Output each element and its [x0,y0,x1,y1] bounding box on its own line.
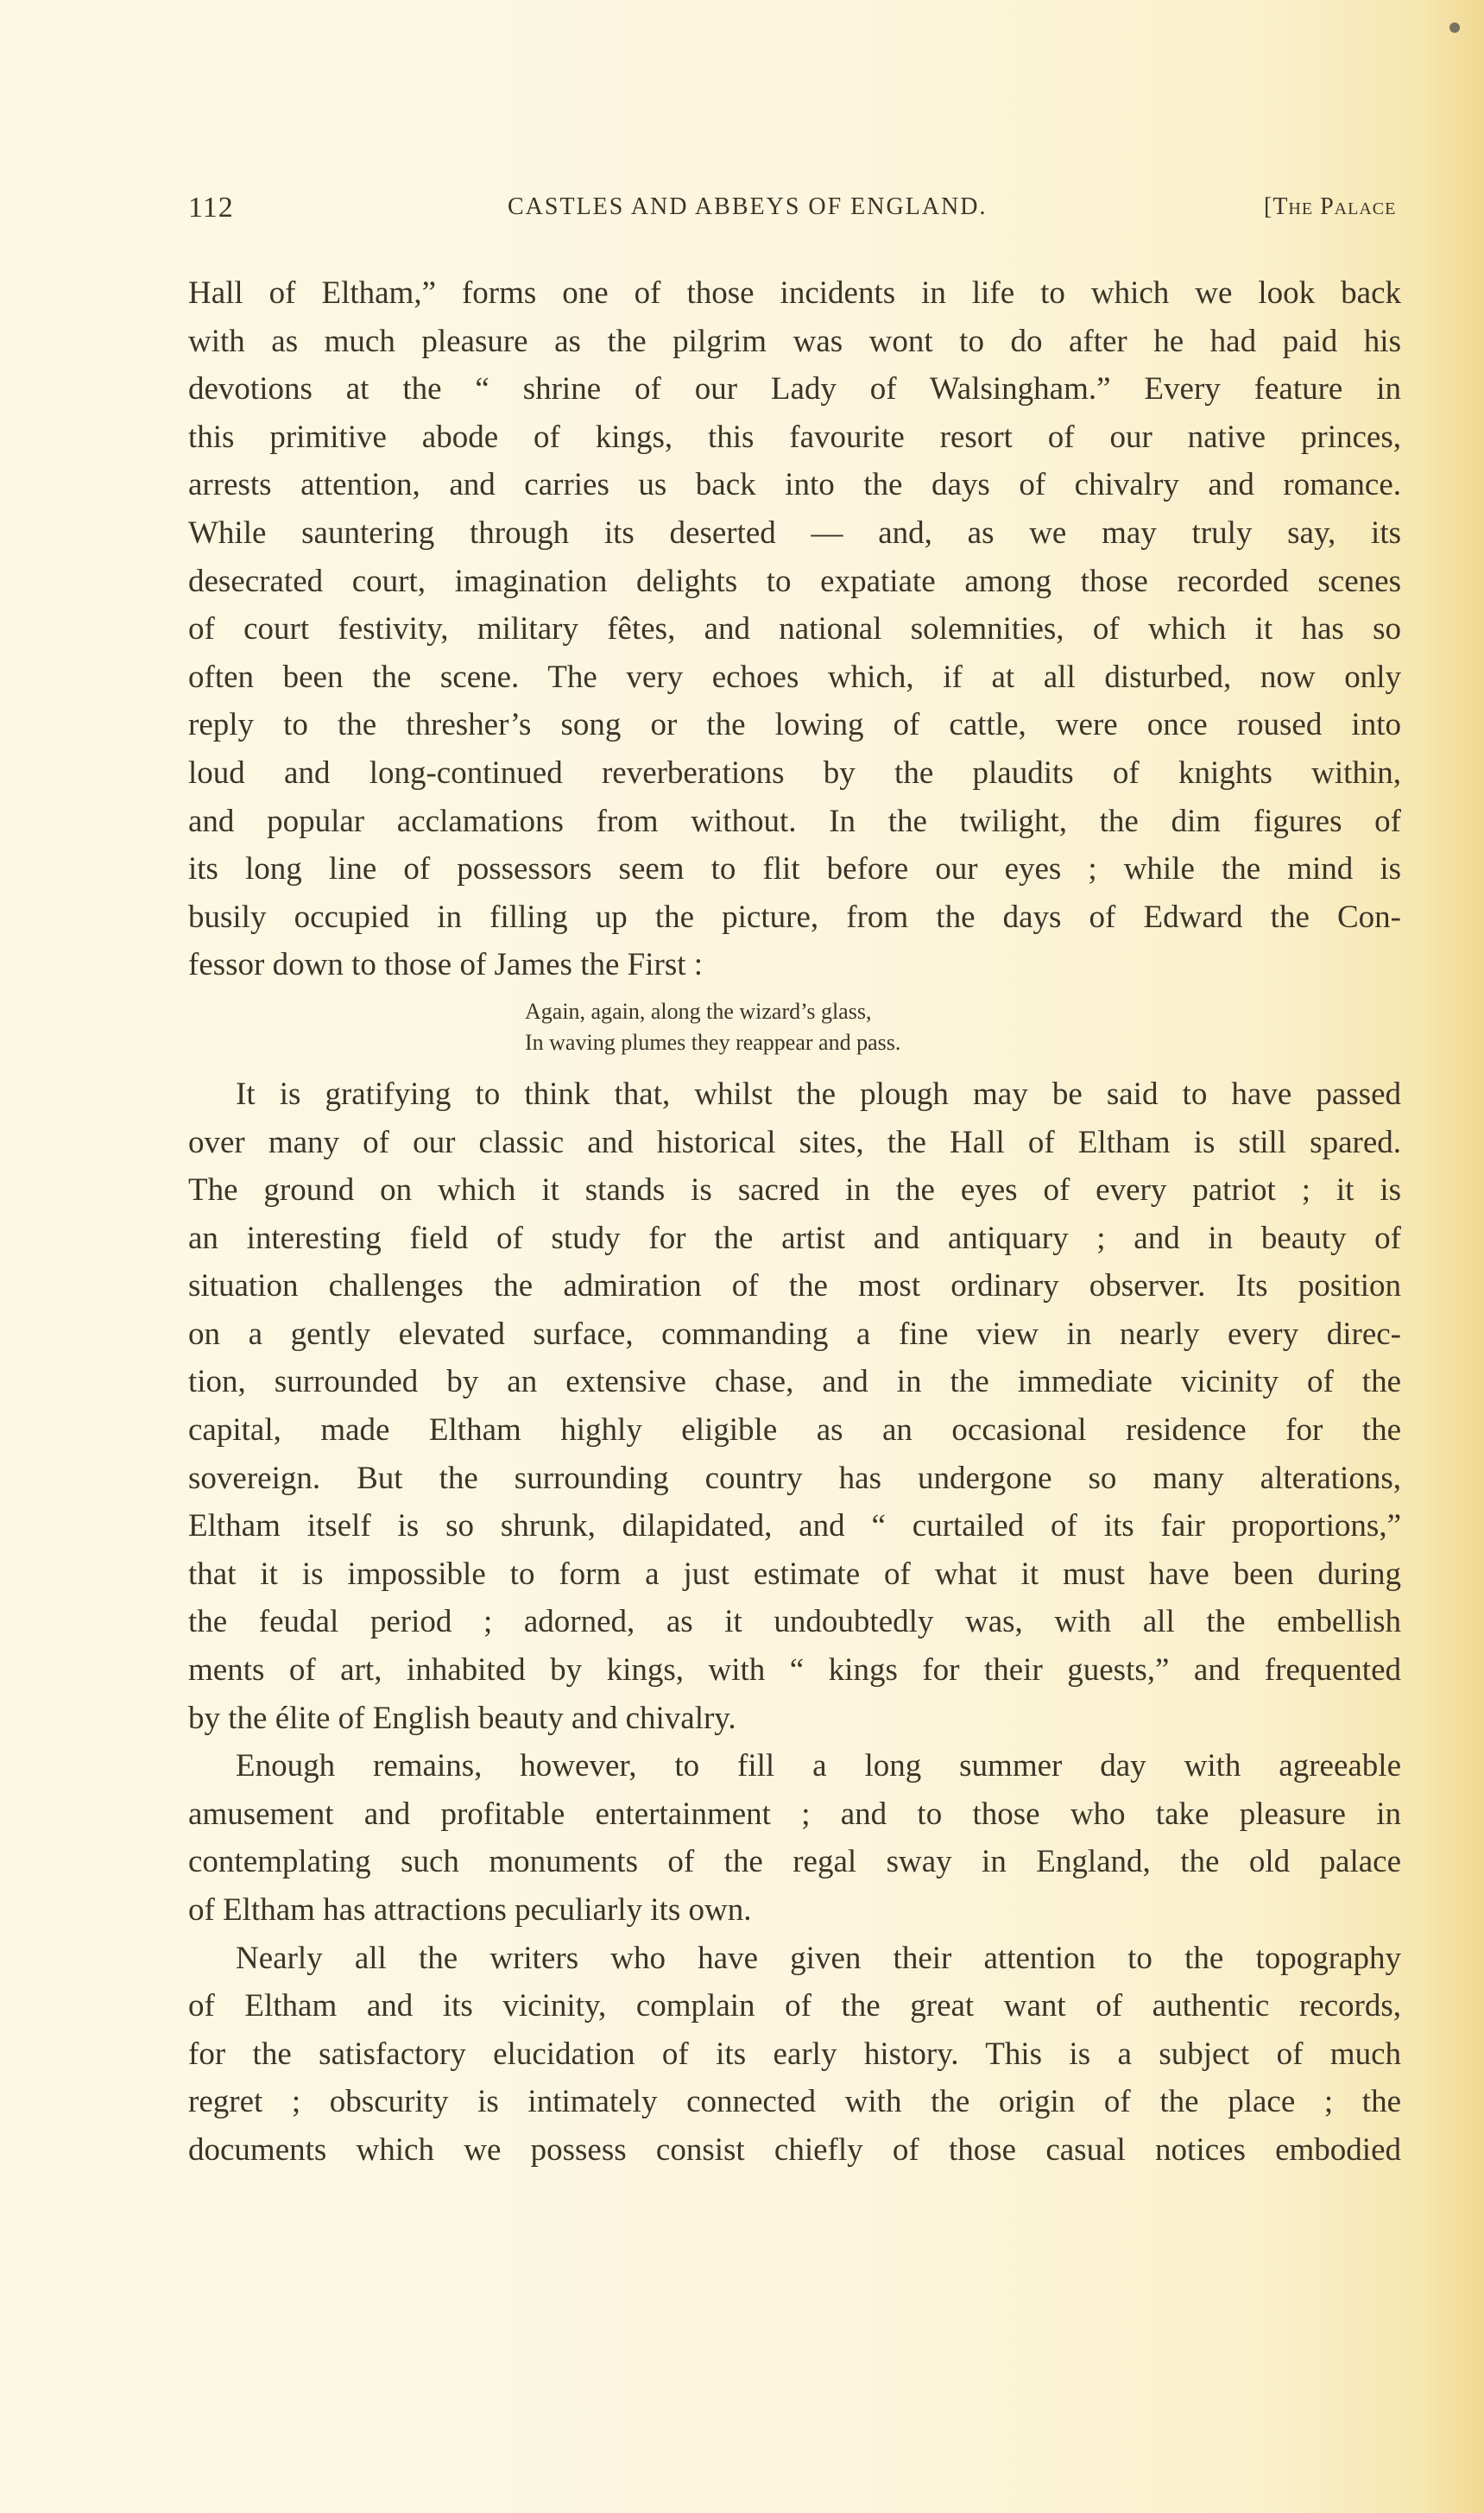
text-line: fessor down to those of James the First : [188,947,704,983]
text-line: of Eltham and its vicinity, complain of the great want of authentic records, [188,1988,1401,2024]
page-number: 112 [188,192,234,224]
paragraph [188,1935,1401,2175]
text-line: contemplating such monuments of the regal sway in England, the old palace [188,1844,1401,1880]
text-line: by the élite of English beauty and chivalry. [188,1700,736,1736]
text-line: The ground on which it stands is sacred in the eyes of every patriot ; it is [188,1172,1401,1209]
text-line: with as much pleasure as the pilgrim was wont to do after he had paid his [188,323,1401,359]
text-line: of Eltham has attractions peculiarly its own. [188,1892,752,1928]
text-line: the feudal period ; adorned, as it undoubtedly was, with all the embellish [188,1604,1401,1640]
text-line: situation challenges the admiration of the most ordinary observer. Its position [188,1268,1401,1304]
text-line: ments of art, inhabited by kings, with “ kings for their guests,” and frequented [188,1652,1401,1689]
verse-line: Again, again, along the wizard’s glass, [525,998,872,1024]
text-line: Enough remains, however, to fill a long summer day with agreeable [236,1748,1401,1784]
text-line: Nearly all the writers who have given their attention to the topography [236,1940,1401,1976]
text-line: While sauntering through its deserted — and, as we may truly say, its [188,515,1401,551]
text-line: It is gratifying to think that, whilst the plough may be said to have passed [236,1076,1401,1112]
text-line: that it is impossible to form a just estimate of what it must have been during [188,1556,1401,1592]
text-line: loud and long-continued reverberations by the plaudits of knights within, [188,755,1401,791]
text-line: desecrated court, imagination delights to expatiate among those recorded scenes [188,563,1401,599]
verse-line: In waving plumes they reappear and pass. [525,1029,901,1055]
text-line: often been the scene. The very echoes which, if at all disturbed, now only [188,659,1401,695]
text-line: sovereign. But the surrounding country has undergone so many alterations, [188,1460,1401,1496]
text-line: this primitive abode of kings, this favourite resort of our native princes, [188,419,1401,455]
paragraph [188,1742,1401,1934]
text-line: tion, surrounded by an extensive chase, and in the immediate vicinity of the [188,1364,1401,1400]
text-line: capital, made Eltham highly eligible as an occasional residence for the [188,1412,1401,1449]
paragraph [188,269,1401,989]
text-line: regret ; obscurity is intimately connected with the origin of the place ; the [188,2084,1401,2120]
text-line: over many of our classic and historical sites, the Hall of Eltham is still spared. [188,1124,1401,1160]
text-line: arrests attention, and carries us back into the days of chivalry and romance. [188,467,1401,503]
text-line: Eltham itself is so shrunk, dilapidated, and “ curtailed of its fair proportions,” [188,1508,1401,1544]
text-line: its long line of possessors seem to flit before our eyes ; while the mind is [188,851,1401,887]
text-line: Hall of Eltham,” forms one of those incidents in life to which we look back [188,275,1401,311]
text-line: amusement and profitable entertainment ; and to those who take pleasure in [188,1796,1401,1832]
section-title: [The Palace [1264,193,1397,220]
verse-quotation [525,996,1401,1058]
text-line: busily occupied in filling up the picture, from the days of Edward the Con- [188,899,1401,935]
running-head [188,188,1431,226]
paragraph [188,1070,1401,1742]
text-line: documents which we possess consist chiefly of those casual notices embodied [188,2131,1401,2168]
body-text [188,269,1401,2175]
text-line: an interesting field of study for the artist and antiquary ; and in beauty of [188,1220,1401,1256]
text-line: and popular acclamations from without. In the twilight, the dim figures of [188,803,1401,839]
ink-speck [1449,22,1460,33]
text-line: on a gently elevated surface, commanding a fine view in nearly every direc- [188,1316,1401,1352]
text-line: devotions at the “ shrine of our Lady of Walsingham.” Every feature in [188,371,1401,407]
text-line: of court festivity, military fêtes, and national solemnities, of which it has so [188,611,1401,647]
text-line: reply to the thresher’s song or the lowing of cattle, were once roused into [188,707,1401,743]
book-title: CASTLES AND ABBEYS OF ENGLAND. [508,193,988,220]
text-line: for the satisfactory elucidation of its early history. This is a subject of much [188,2036,1401,2072]
